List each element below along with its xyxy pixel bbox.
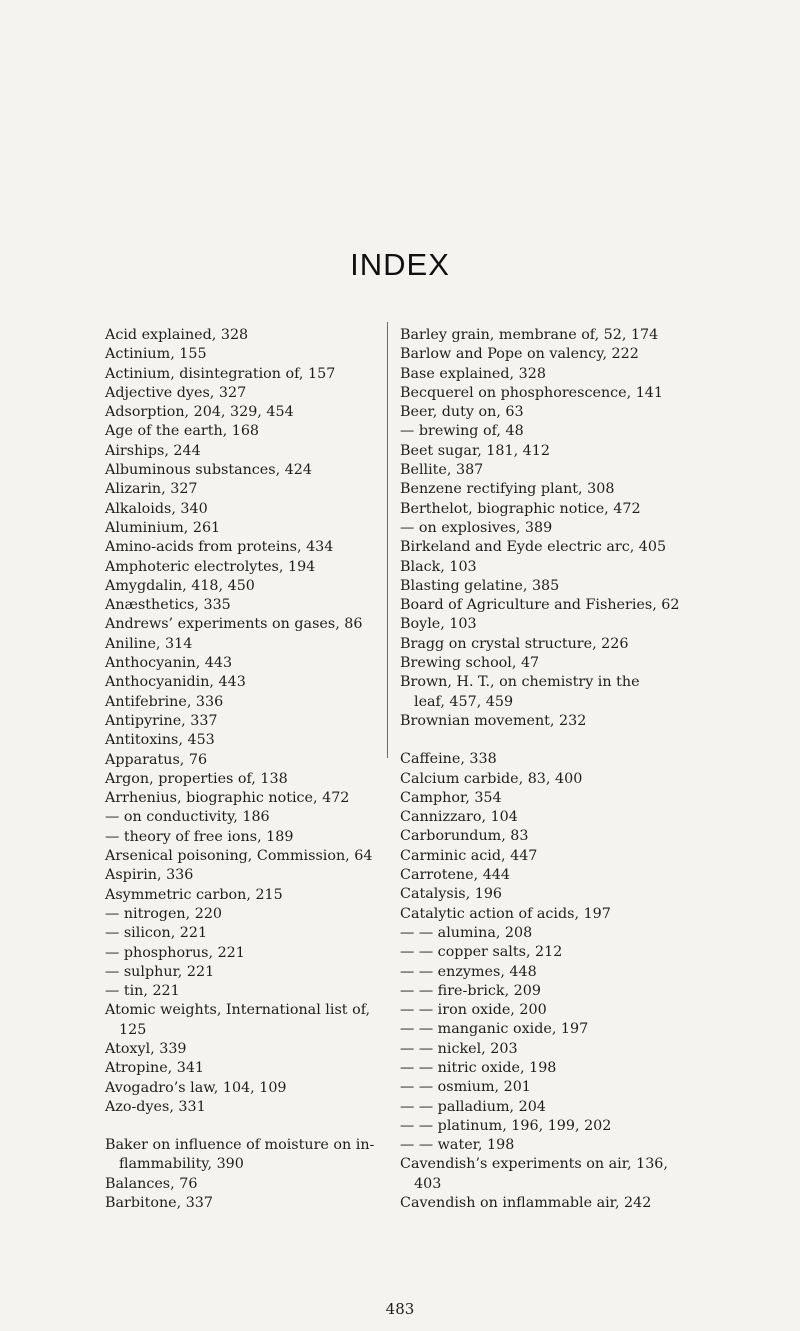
index-entry <box>105 886 380 905</box>
index-entry-continuation: flammability, 390 <box>119 1156 244 1173</box>
index-entry-text: Beer, duty on, 63 <box>400 404 524 421</box>
index-entry-text: — nitrogen, 220 <box>105 905 223 922</box>
index-entry-text: — — nickel, 203 <box>400 1040 518 1057</box>
index-entry <box>105 808 380 827</box>
index-entry-text: Age of the earth, 168 <box>105 423 260 440</box>
index-entry <box>105 577 380 596</box>
index-entry <box>105 751 380 770</box>
index-entry-text: Camphor, 354 <box>400 789 502 806</box>
index-entry-text: Atoxyl, 339 <box>105 1040 187 1057</box>
index-column-right <box>400 326 715 1213</box>
index-entry-text: Anæsthetics, 335 <box>105 597 231 614</box>
index-entry-text: Cavendish’s experiments on air, 136, <box>400 1156 668 1173</box>
index-entry <box>400 1040 715 1059</box>
index-entry <box>400 770 715 789</box>
index-entry <box>400 1155 715 1194</box>
index-entry <box>105 384 380 403</box>
index-entry-text: Actinium, disintegration of, 157 <box>105 365 336 382</box>
index-entry <box>105 693 380 712</box>
index-entry <box>105 461 380 480</box>
index-entry-text: — on conductivity, 186 <box>105 809 270 826</box>
index-entry <box>105 866 380 885</box>
index-entry-text: — — palladium, 204 <box>400 1098 546 1115</box>
index-entry <box>400 924 715 943</box>
index-entry <box>400 1020 715 1039</box>
index-entry <box>400 789 715 808</box>
index-entry <box>105 615 380 634</box>
index-entry-text: Brownian movement, 232 <box>400 712 587 729</box>
index-entry <box>105 480 380 499</box>
index-entry <box>105 326 380 345</box>
index-entry <box>400 847 715 866</box>
index-entry-text: Base explained, 328 <box>400 365 546 382</box>
index-entry <box>400 577 715 596</box>
index-entry <box>105 654 380 673</box>
index-entry <box>400 943 715 962</box>
index-entry-text: Barbitone, 337 <box>105 1195 213 1212</box>
index-entry <box>400 615 715 634</box>
index-entry <box>105 345 380 364</box>
index-entry-text: Antifebrine, 336 <box>105 693 224 710</box>
index-entry <box>105 673 380 692</box>
index-entry <box>400 1136 715 1155</box>
index-entry-text: Argon, properties of, 138 <box>105 770 288 787</box>
index-entry <box>105 712 380 731</box>
index-entry <box>105 558 380 577</box>
index-entry <box>400 461 715 480</box>
index-entry <box>105 500 380 519</box>
index-entry <box>400 1059 715 1078</box>
index-entry-text: Antipyrine, 337 <box>105 712 218 729</box>
index-entry-text: Alizarin, 327 <box>105 481 198 498</box>
index-entry <box>105 538 380 557</box>
index-entry-text: Alkaloids, 340 <box>105 500 208 517</box>
index-entry <box>400 596 715 615</box>
index-column-left <box>105 326 380 1213</box>
index-entry-text: Adjective dyes, 327 <box>105 384 247 401</box>
index-entry-text: — tin, 221 <box>105 983 180 1000</box>
index-entry <box>400 963 715 982</box>
index-entry-text: — — nitric oxide, 198 <box>400 1059 557 1076</box>
index-entry-text: Aspirin, 336 <box>105 867 194 884</box>
index-entry-text: — — enzymes, 448 <box>400 963 537 980</box>
index-entry-text: Atropine, 341 <box>105 1060 205 1077</box>
index-entry <box>105 1136 380 1175</box>
index-entry-text: — — iron oxide, 200 <box>400 1002 547 1019</box>
index-entry <box>105 596 380 615</box>
index-entry <box>400 750 715 769</box>
index-entry-text: Black, 103 <box>400 558 477 575</box>
index-entry-text: Apparatus, 76 <box>105 751 208 768</box>
index-entry <box>400 1078 715 1097</box>
index-entry <box>400 422 715 441</box>
index-entry-text: Aniline, 314 <box>105 635 193 652</box>
index-entry-text: Caffeine, 338 <box>400 751 497 768</box>
index-entry <box>105 963 380 982</box>
index-entry-text: Bragg on crystal structure, 226 <box>400 635 629 652</box>
index-entry-text: Brewing school, 47 <box>400 655 540 672</box>
index-entry <box>105 1059 380 1078</box>
index-entry-text: Amphoteric electrolytes, 194 <box>105 558 316 575</box>
index-entry-text: Balances, 76 <box>105 1175 198 1192</box>
index-entry <box>105 1001 380 1040</box>
index-entry-continuation: 403 <box>414 1175 442 1192</box>
index-entry <box>400 866 715 885</box>
index-entry-text: Arrhenius, biographic notice, 472 <box>105 790 350 807</box>
index-entry-text: Azo-dyes, 331 <box>105 1098 206 1115</box>
index-entry <box>400 712 715 731</box>
index-entry <box>400 1117 715 1136</box>
index-entry-text: — — copper salts, 212 <box>400 944 563 961</box>
index-entry <box>400 1098 715 1117</box>
index-entry-text: Benzene rectifying plant, 308 <box>400 481 615 498</box>
index-entry <box>400 1194 715 1213</box>
index-entry-text: Acid explained, 328 <box>105 327 249 343</box>
index-entry-text: Anthocyanin, 443 <box>105 655 233 672</box>
index-entry <box>105 1098 380 1117</box>
index-entry-text: — brewing of, 48 <box>400 423 524 440</box>
index-entry <box>400 403 715 422</box>
index-entry <box>105 365 380 384</box>
index-entry-text: — — fire-brick, 209 <box>400 982 541 999</box>
index-entry-text: Amino-acids from proteins, 434 <box>105 539 334 556</box>
index-entry <box>400 905 715 924</box>
index-entry-text: Arsenical poisoning, Commission, 64 <box>105 848 373 865</box>
index-entry-text: — — platinum, 196, 199, 202 <box>400 1117 612 1134</box>
index-entry-text: Avogadro’s law, 104, 109 <box>105 1079 287 1096</box>
index-entry-text: Cavendish on inflammable air, 242 <box>400 1195 652 1212</box>
index-entry <box>105 635 380 654</box>
index-entry <box>105 1194 380 1213</box>
index-entry <box>105 944 380 963</box>
index-entry-text: Airships, 244 <box>105 442 201 459</box>
index-entry <box>400 326 715 345</box>
page-number: 483 <box>385 1300 415 1318</box>
index-entry <box>400 519 715 538</box>
index-entry <box>400 673 715 712</box>
index-entry <box>400 808 715 827</box>
index-entry <box>400 827 715 846</box>
index-entry <box>105 442 380 461</box>
page-title: INDEX <box>350 247 450 282</box>
index-entry-text: Baker on influence of moisture on in- <box>105 1137 375 1154</box>
index-entry-text: Board of Agriculture and Fisheries, 62 <box>400 597 680 614</box>
index-entry-text: Cannizzaro, 104 <box>400 809 518 826</box>
index-entry-text: Carborundum, 83 <box>400 828 529 845</box>
index-entry <box>400 365 715 384</box>
index-entry-text: Bellite, 387 <box>400 462 484 479</box>
index-entry <box>400 654 715 673</box>
index-entry-text: Andrews’ experiments on gases, 86 <box>105 616 363 633</box>
index-entry-text: Asymmetric carbon, 215 <box>105 886 283 903</box>
index-entry-text: — — alumina, 208 <box>400 924 533 941</box>
index-entry <box>400 480 715 499</box>
index-entry <box>105 519 380 538</box>
index-entry <box>105 828 380 847</box>
index-entry-text: Albuminous substances, 424 <box>105 462 312 479</box>
index-entry-text: — — water, 198 <box>400 1137 515 1154</box>
index-entry-text: Barley grain, membrane of, 52, 174 <box>400 327 659 343</box>
index-entry-text: — theory of free ions, 189 <box>105 828 294 845</box>
index-entry <box>105 1175 380 1194</box>
index-entry-text: Anthocyanidin, 443 <box>105 674 246 691</box>
index-entry-text: Aluminium, 261 <box>105 519 221 536</box>
index-entry-text: Beet sugar, 181, 412 <box>400 442 550 459</box>
index-entry <box>400 442 715 461</box>
index-entry <box>400 635 715 654</box>
index-entry-text: Becquerel on phosphorescence, 141 <box>400 384 663 401</box>
index-entry-text: — — manganic oxide, 197 <box>400 1021 589 1038</box>
index-entry <box>105 905 380 924</box>
index-entry-text: Adsorption, 204, 329, 454 <box>105 404 294 421</box>
index-entry <box>400 345 715 364</box>
index-entry-continuation: 125 <box>119 1021 147 1038</box>
index-entry-continuation: leaf, 457, 459 <box>414 693 514 710</box>
index-entry-text: Amygdalin, 418, 450 <box>105 577 255 594</box>
index-entry-text: Actinium, 155 <box>105 346 207 363</box>
index-entry-text: — sulphur, 221 <box>105 963 215 980</box>
index-entry <box>105 770 380 789</box>
index-entry <box>400 982 715 1001</box>
index-entry <box>400 558 715 577</box>
index-entry-text: Carrotene, 444 <box>400 867 510 884</box>
index-entry-text: Catalysis, 196 <box>400 886 503 903</box>
index-entry-text: Blasting gelatine, 385 <box>400 577 560 594</box>
index-entry-text: Calcium carbide, 83, 400 <box>400 770 583 787</box>
column-divider <box>387 322 388 758</box>
index-entry <box>105 847 380 866</box>
index-entry-text: Boyle, 103 <box>400 616 477 633</box>
index-entry <box>105 924 380 943</box>
index-entry-text: Brown, H. T., on chemistry in the <box>400 674 640 691</box>
index-entry <box>105 403 380 422</box>
index-entry-text: — on explosives, 389 <box>400 519 553 536</box>
index-entry <box>400 1001 715 1020</box>
index-entry-text: Catalytic action of acids, 197 <box>400 905 611 922</box>
index-entry-text: Barlow and Pope on valency, 222 <box>400 346 639 363</box>
index-entry <box>400 885 715 904</box>
index-entry-text: Atomic weights, International list of, <box>105 1002 371 1019</box>
index-entry <box>105 789 380 808</box>
index-entry-text: — phosphorus, 221 <box>105 944 245 961</box>
index-entry <box>400 500 715 519</box>
index-entry <box>105 1040 380 1059</box>
index-entry <box>105 1079 380 1098</box>
index-entry <box>105 731 380 750</box>
index-entry <box>105 422 380 441</box>
index-entry-text: Berthelot, biographic notice, 472 <box>400 500 641 517</box>
index-entry <box>105 982 380 1001</box>
index-entry-text: — silicon, 221 <box>105 925 208 942</box>
index-entry-text: — — osmium, 201 <box>400 1079 531 1096</box>
index-entry <box>400 384 715 403</box>
index-entry-text: Birkeland and Eyde electric arc, 405 <box>400 539 667 556</box>
index-entry <box>400 538 715 557</box>
index-entry-text: Antitoxins, 453 <box>105 732 215 749</box>
index-entry-text: Carminic acid, 447 <box>400 847 538 864</box>
